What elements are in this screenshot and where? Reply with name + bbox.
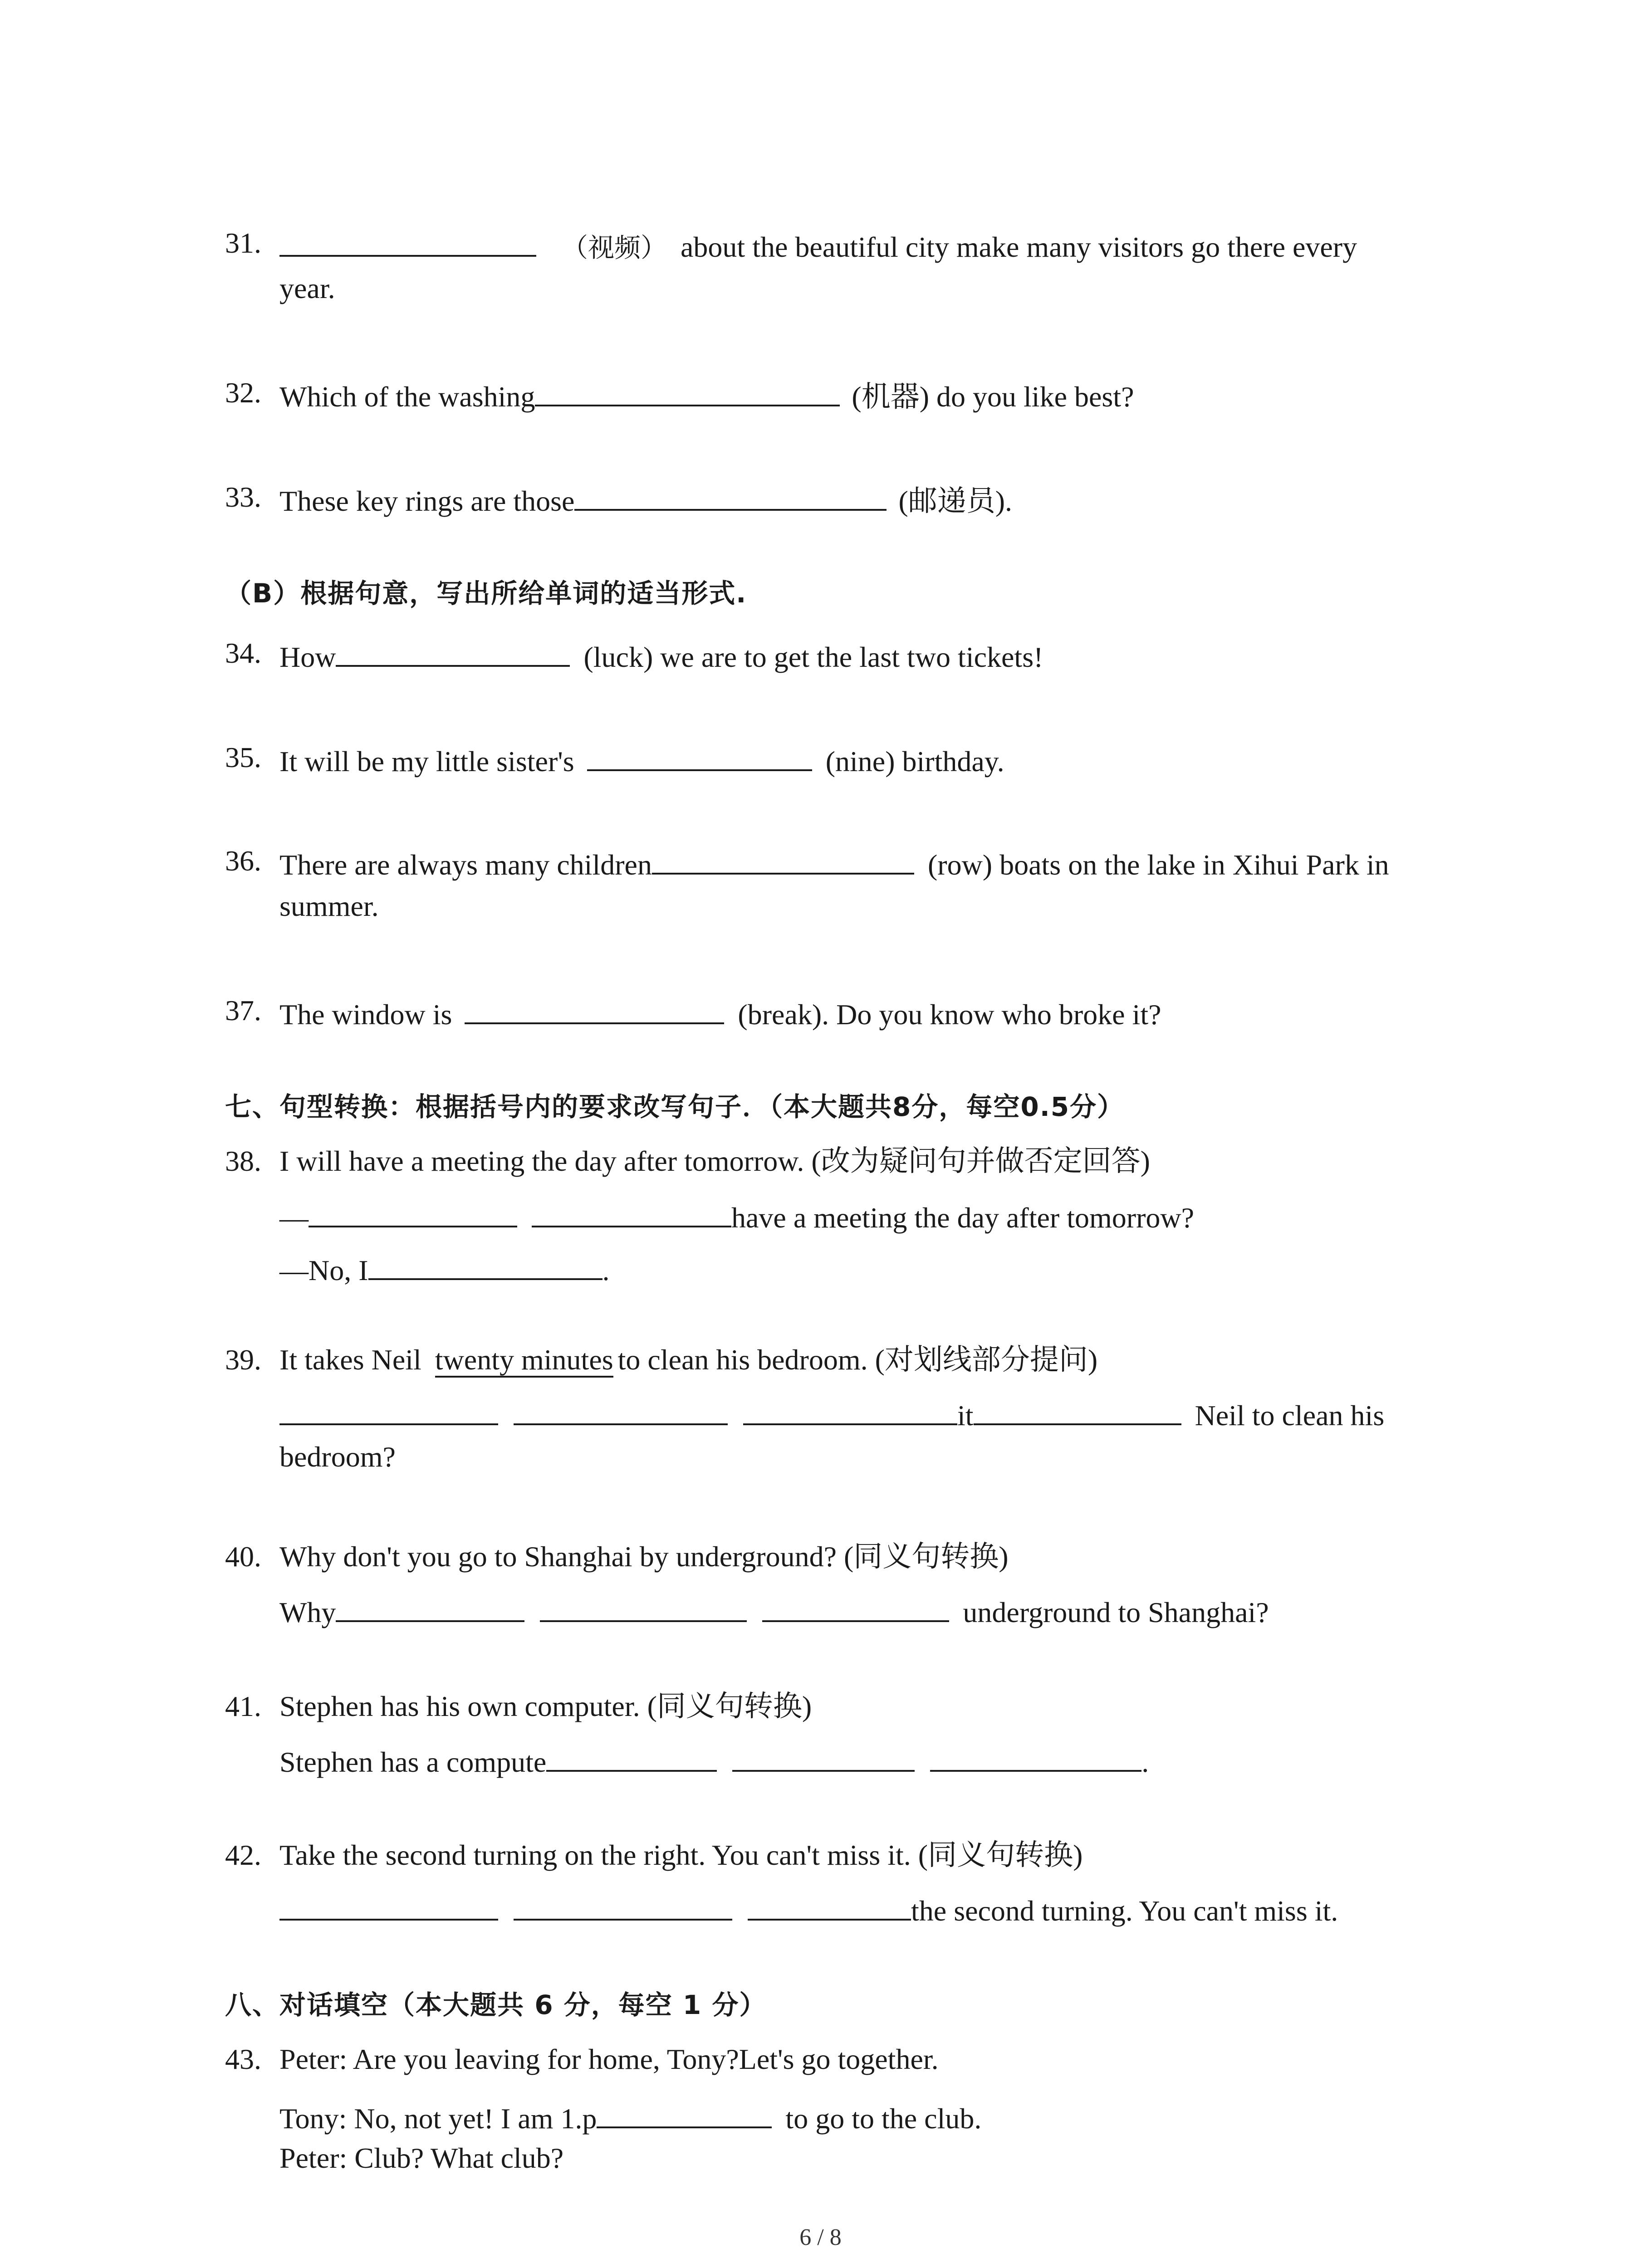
answer-blank[interactable] [546, 1740, 717, 1772]
answer-blank[interactable] [732, 1740, 915, 1772]
question-text: The window is [279, 998, 452, 1031]
question-number: 34. [225, 637, 261, 669]
question-text: Stephen has his own computer. (同义句转换) [279, 1690, 812, 1722]
question-text: Take the second turning on the right. You can't miss it. (同义句转换) [279, 1839, 1083, 1871]
question-text: bedroom? [279, 1441, 396, 1473]
question-number: 33. [225, 481, 261, 513]
question-number: 40. [225, 1540, 261, 1573]
answer-blank[interactable] [336, 1590, 524, 1622]
question-text: Why don't you go to Shanghai by underground? (同义句转换) [279, 1540, 1009, 1573]
question-text: —No, I [279, 1254, 368, 1286]
answer-blank[interactable] [336, 635, 570, 667]
answer-blank[interactable] [309, 1196, 517, 1227]
dash: — [279, 1202, 309, 1234]
question-number: 37. [225, 994, 261, 1026]
question-text: (nine) birthday. [825, 745, 1004, 777]
question-text: it [957, 1399, 974, 1432]
question-text: Neil to clean his [1195, 1399, 1385, 1432]
question-number: 41. [225, 1690, 261, 1722]
question-number: 43. [225, 2043, 261, 2075]
question-number: 42. [225, 1839, 261, 1871]
question-text: underground to Shanghai? [963, 1596, 1269, 1628]
answer-blank[interactable] [540, 1590, 747, 1622]
answer-blank[interactable] [535, 375, 840, 406]
answer-blank[interactable] [368, 1248, 603, 1280]
question-text: about the beautiful city make many visitors go there every [681, 231, 1357, 263]
hint-text: （视频） [562, 232, 667, 263]
section-heading: 八、对话填空（本大题共 6 分，每空 1 分） [225, 1989, 767, 2020]
answer-blank[interactable] [652, 843, 914, 875]
dialogue-line: to go to the club. [785, 2102, 982, 2135]
question-number: 36. [225, 845, 261, 877]
question-text: (机器) do you like best? [852, 381, 1134, 413]
answer-blank[interactable] [597, 2097, 772, 2128]
question-text: These key rings are those [279, 485, 575, 517]
question-text: (luck) we are to get the last two tickets! [583, 641, 1043, 673]
answer-blank[interactable] [465, 992, 724, 1024]
question-text: to clean his bedroom. (对划线部分提问) [617, 1344, 1098, 1376]
answer-blank[interactable] [587, 739, 812, 771]
question-text: I will have a meeting the day after tomorrow. (改为疑问句并做否定回答) [279, 1145, 1150, 1177]
answer-blank[interactable] [514, 1889, 732, 1921]
question-text: summer. [279, 890, 379, 922]
answer-blank[interactable] [748, 1889, 911, 1921]
answer-blank[interactable] [279, 1393, 498, 1425]
question-text: Why [279, 1596, 336, 1628]
answer-blank[interactable] [574, 479, 887, 511]
punctuation: . [602, 1254, 610, 1286]
question-text: Stephen has a compute [279, 1746, 547, 1778]
answer-blank[interactable] [762, 1590, 949, 1622]
answer-blank[interactable] [930, 1740, 1141, 1772]
answer-blank[interactable] [743, 1393, 957, 1425]
question-text: (邮递员). [898, 485, 1013, 517]
question-text: It takes Neil [279, 1344, 421, 1376]
answer-blank[interactable] [279, 225, 536, 257]
question-text: the second turning. You can't miss it. [911, 1895, 1338, 1927]
question-text: There are always many children [279, 849, 652, 881]
question-text: It will be my little sister's [279, 745, 574, 777]
question-number: 39. [225, 1344, 261, 1376]
page-number: 6 / 8 [799, 2224, 842, 2250]
punctuation: . [1141, 1746, 1149, 1778]
dialogue-line: Peter: Are you leaving for home, Tony?Let's go together. [279, 2043, 939, 2075]
question-number: 32. [225, 376, 261, 409]
dialogue-line: Tony: No, not yet! I am 1.p [279, 2102, 597, 2135]
answer-blank[interactable] [514, 1393, 728, 1425]
question-text: How [279, 641, 336, 673]
question-text: have a meeting the day after tomorrow? [731, 1202, 1194, 1234]
section-heading: 七、句型转换：根据括号内的要求改写句子．（本大题共8分，每空0.5分） [225, 1091, 1125, 1122]
question-text: year. [279, 272, 335, 304]
answer-blank[interactable] [974, 1393, 1181, 1425]
answer-blank[interactable] [532, 1196, 731, 1227]
question-text: (break). Do you know who broke it? [738, 998, 1161, 1031]
dialogue-line: Peter: Club? What club? [279, 2142, 564, 2174]
section-heading: （B）根据句意，写出所给单词的适当形式. [225, 578, 747, 609]
question-number: 35. [225, 741, 261, 773]
question-number: 38. [225, 1145, 261, 1177]
question-text: (row) boats on the lake in Xihui Park in [927, 849, 1389, 881]
question-number: 31. [225, 227, 261, 259]
underlined-phrase: twenty minutes [435, 1344, 613, 1378]
answer-blank[interactable] [279, 1889, 498, 1921]
question-text: Which of the washing [279, 381, 535, 413]
